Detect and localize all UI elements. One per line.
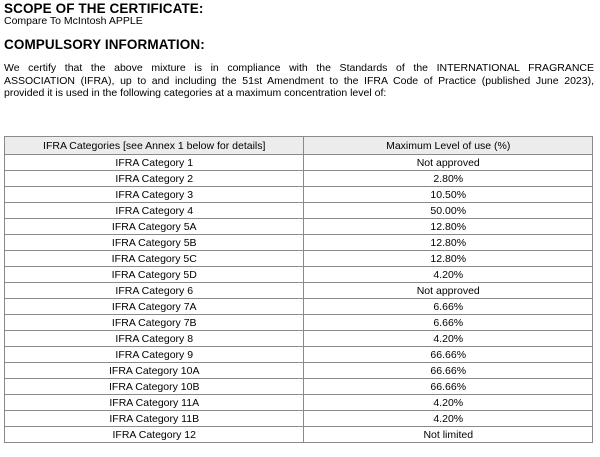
table-row (5, 315, 593, 331)
max-level-cell: 12.80% (304, 219, 593, 235)
table-header-row (5, 137, 593, 155)
scope-heading: SCOPE OF THE CERTIFICATE: (4, 1, 204, 16)
max-level-cell: Not approved (304, 283, 593, 299)
category-cell: IFRA Category 5A (5, 219, 304, 235)
category-cell: IFRA Category 10B (5, 379, 304, 395)
max-level-cell: 12.80% (304, 235, 593, 251)
table-row (5, 251, 593, 267)
max-level-cell: 12.80% (304, 251, 593, 267)
column-header-category: IFRA Categories [see Annex 1 below for details] (5, 137, 304, 155)
max-level-cell: 66.66% (304, 347, 593, 363)
table-row (5, 283, 593, 299)
max-level-cell: 6.66% (304, 315, 593, 331)
category-cell: IFRA Category 4 (5, 203, 304, 219)
category-cell: IFRA Category 7A (5, 299, 304, 315)
category-cell: IFRA Category 9 (5, 347, 304, 363)
max-level-cell: 10.50% (304, 187, 593, 203)
category-cell: IFRA Category 5D (5, 267, 304, 283)
category-cell: IFRA Category 6 (5, 283, 304, 299)
paragraph-line: ASSOCIATION (IFRA), up to and including the 51st Amendment to the IFRA Code of Practice (published June 2023), (4, 74, 594, 87)
category-cell: IFRA Category 8 (5, 331, 304, 347)
table-row (5, 395, 593, 411)
compulsory-heading: COMPULSORY INFORMATION: (4, 37, 205, 52)
category-cell: IFRA Category 10A (5, 363, 304, 379)
max-level-cell: 4.20% (304, 395, 593, 411)
paragraph-line: provided it is used in the following categories at a maximum concentration level of: (4, 87, 387, 99)
table-row (5, 203, 593, 219)
max-level-cell: 4.20% (304, 267, 593, 283)
category-cell: IFRA Category 2 (5, 171, 304, 187)
category-cell: IFRA Category 1 (5, 155, 304, 171)
category-cell: IFRA Category 7B (5, 315, 304, 331)
max-level-cell: 4.20% (304, 411, 593, 427)
table-row (5, 411, 593, 427)
table-row (5, 235, 593, 251)
table-row (5, 171, 593, 187)
column-header-max-level: Maximum Level of use (%) (304, 137, 593, 155)
table-row (5, 379, 593, 395)
max-level-cell: 66.66% (304, 363, 593, 379)
max-level-cell: 66.66% (304, 379, 593, 395)
scope-subtitle: Compare To McIntosh APPLE (4, 15, 143, 27)
max-level-cell: 6.66% (304, 299, 593, 315)
max-level-cell: Not limited (304, 427, 593, 443)
paragraph-line: We certify that the above mixture is in compliance with the Standards of the INTERNATIONAL FRAGRANCE (4, 62, 594, 74)
table-row (5, 155, 593, 171)
table-row (5, 331, 593, 347)
table-row (5, 363, 593, 379)
max-level-cell: 2.80% (304, 171, 593, 187)
table-row (5, 347, 593, 363)
max-level-cell: 4.20% (304, 331, 593, 347)
category-cell: IFRA Category 11B (5, 411, 304, 427)
category-cell: IFRA Category 11A (5, 395, 304, 411)
table-row (5, 267, 593, 283)
table-row (5, 427, 593, 443)
max-level-cell: Not approved (304, 155, 593, 171)
compliance-paragraph (4, 62, 594, 100)
category-cell: IFRA Category 3 (5, 187, 304, 203)
ifra-category-table (4, 136, 593, 443)
category-cell: IFRA Category 5B (5, 235, 304, 251)
table-body (5, 155, 593, 443)
category-cell: IFRA Category 5C (5, 251, 304, 267)
table-row (5, 219, 593, 235)
table-row (5, 187, 593, 203)
table-row (5, 299, 593, 315)
max-level-cell: 50.00% (304, 203, 593, 219)
category-cell: IFRA Category 12 (5, 427, 304, 443)
